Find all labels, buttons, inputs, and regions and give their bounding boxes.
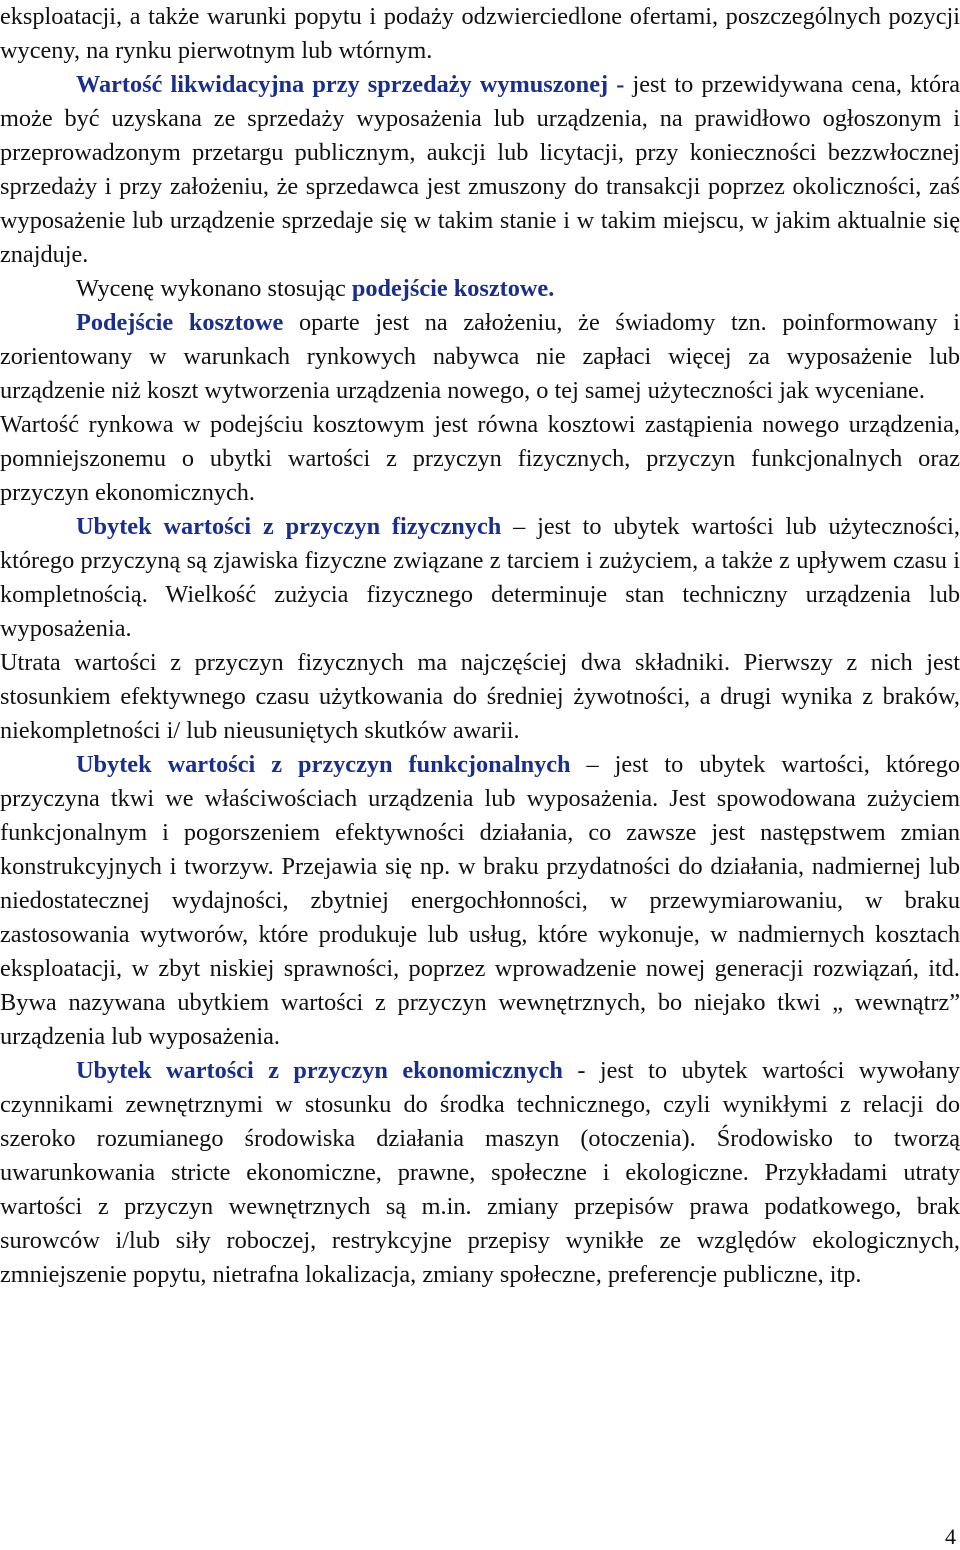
paragraph-physical-loss — [0, 510, 960, 646]
paragraph-continuation — [0, 0, 960, 68]
paragraph-text: Wycenę wykonano stosując — [76, 275, 352, 302]
paragraph-text: oparte jest na założeniu, że świadomy tzn. poinformowany i zorientowany w warunkach rynkowych nabywca nie zapłaci więcej za wyposażenie lub urządzenie niż koszt wytworzenia urządzenia nowego, o tej samej użyteczności jak wyceniane. — [0, 309, 960, 404]
paragraph-liquidation-value — [0, 68, 960, 272]
paragraph-text: jest to przewidywana cena, która może być uzyskana ze sprzedaży wyposażenia lub urządzenia, na prawidłowo ogłoszonym i przeprowadzonym przetargu publicznym, aukcji lub licytacji, przy konieczności bezzwłocznej sprzedaży i przy założeniu, że sprzedawca jest zmuszony do transakcji poprzez okoliczności, zaś wyposażenie lub urządzenie sprzedaje się w takim stanie i w takim miejscu, w jakim aktualnie się znajduje. — [0, 71, 960, 268]
term-liquidation-value: Wartość likwidacyjna przy sprzedaży wymuszonej - — [76, 71, 625, 98]
paragraph-text: eksploatacji, a także warunki popytu i podaży odzwierciedlone ofertami, poszczególnych pozycji wyceny, na rynku pierwotnym lub wtórnym. — [0, 3, 960, 64]
paragraph-text: Wartość rynkowa w podejściu kosztowym jest równa kosztowi zastąpienia nowego urządzenia, pomniejszonemu o ubytki wartości z przyczyn fizycznych, przyczyn funkcjonalnych oraz przyczyn ekonomicznych. — [0, 411, 960, 506]
term-cost-approach: podejście kosztowe. — [351, 275, 555, 302]
paragraph-valuation-method — [0, 272, 960, 306]
term-functional-loss: Ubytek wartości z przyczyn funkcjonalnych — [76, 751, 571, 778]
paragraph-text: - jest to ubytek wartości wywołany czynnikami zewnętrznymi w stosunku do środka technicznego, czyli wynikłymi z relacji do szeroko rozumianego środowiska działania maszyn (otoczenia). Środowisko to tworzą uwarunkowania stricte ekonomiczne, prawne, społeczne i ekologiczne. Przykładami utraty wartości z przyczyn wewnętrznych są m.in. zmiany przepisów prawa podatkowego, brak surowców i/lub siły roboczej, restrykcyjne przepisy wynikłe ze względów ekologicznych, zmniejszenie popytu, nietrafna lokalizacja, zmiany społeczne, preferencje publiczne, itp. — [0, 1057, 960, 1288]
term-physical-loss: Ubytek wartości z przyczyn fizycznych — [76, 513, 502, 540]
paragraph-cost-approach — [0, 306, 960, 408]
term-cost-approach-heading: Podejście kosztowe — [76, 309, 284, 336]
paragraph-text: – jest to ubytek wartości lub użyteczności, którego przyczyną są zjawiska fizyczne związane z tarciem i zużyciem, a także z upływem czasu i kompletnością. Wielkość zużycia fizycznego determinuje stan techniczny urządzenia lub wyposażenia. — [0, 513, 960, 642]
paragraph-economic-loss — [0, 1054, 960, 1292]
page-number: 4 — [945, 1524, 956, 1549]
paragraph-text: Utrata wartości z przyczyn fizycznych ma najczęściej dwa składniki. Pierwszy z nich jest stosunkiem efektywnego czasu użytkowania do średniej żywotności, a drugi wynika z braków, niekompletności i/ lub nieusuniętych skutków awarii. — [0, 649, 960, 744]
paragraph-physical-loss-components — [0, 646, 960, 748]
paragraph-market-value — [0, 408, 960, 510]
paragraph-text: – jest to ubytek wartości, którego przyczyna tkwi we właściwościach urządzenia lub wyposażenia. Jest spowodowana zużyciem funkcjonalnym i pogorszeniem efektywności działania, co zawsze jest następstwem zmian konstrukcyjnych i tworzyw. Przejawia się np. w braku przydatności do działania, nadmiernej lub niedostatecznej wydajności, zbytniej energochłonności, w przewymiarowaniu, w braku zastosowania wytworów, które produkuje lub usług, które wykonuje, w nadmiernych kosztach eksploatacji, w zbyt niskiej sprawności, poprzez wprowadzenie nowej generacji rozwiązań, itd. Bywa nazywana ubytkiem wartości z przyczyn wewnętrznych, bo niejako tkwi „ wewnątrz” urządzenia lub wyposażenia. — [0, 751, 960, 1050]
term-economic-loss: Ubytek wartości z przyczyn ekonomicznych — [76, 1057, 563, 1084]
paragraph-functional-loss — [0, 748, 960, 1054]
